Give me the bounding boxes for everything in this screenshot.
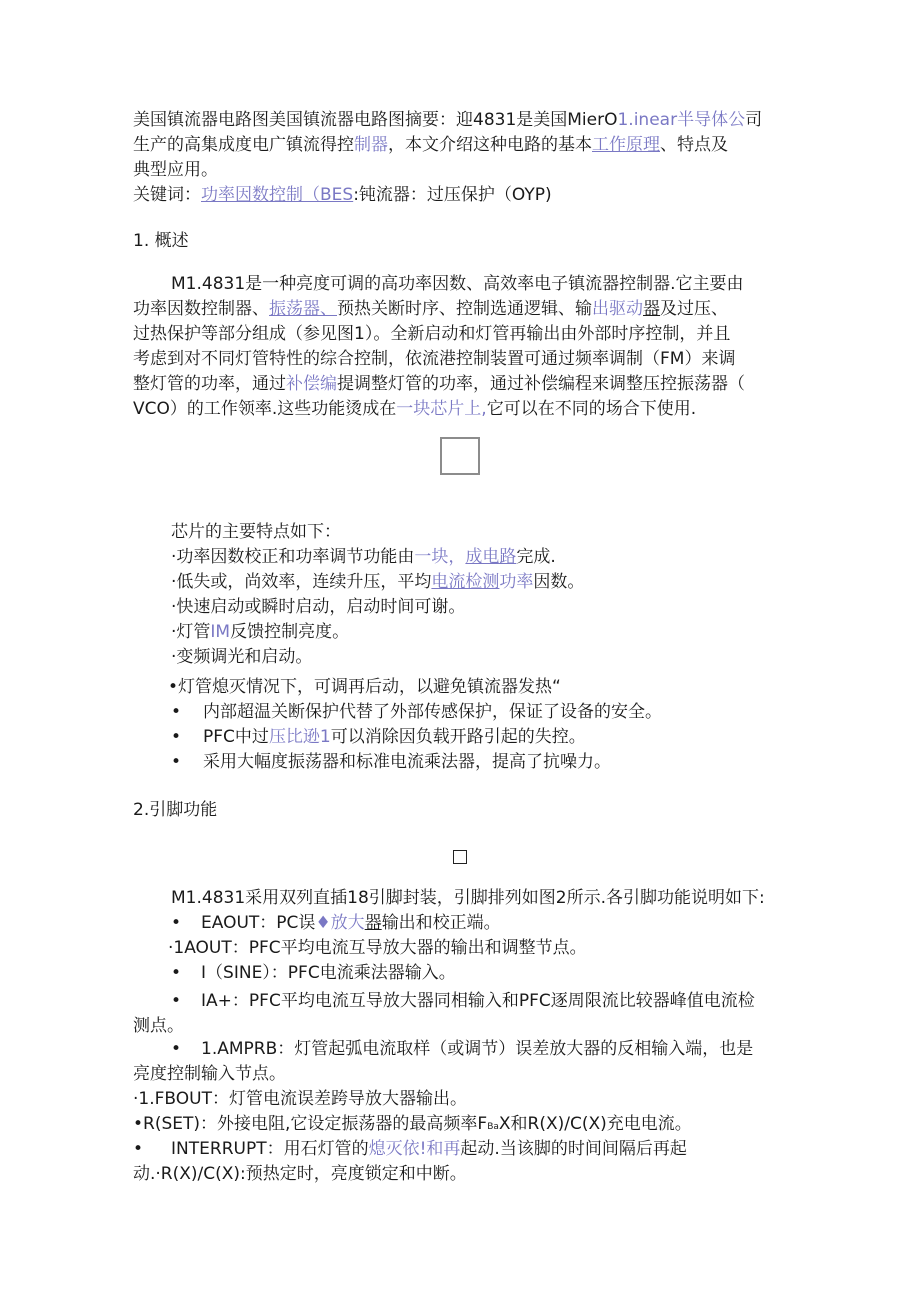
pin-intro: M1.4831采用双列直插18引脚封装，引脚排列如图2所示.各引脚功能说明如下: xyxy=(171,888,765,908)
overview-line-1: M1.4831是一种亮度可调的高功率因数、高效率电子镇流器控制器.它主要由 xyxy=(171,274,744,294)
link-compensation[interactable]: 补偿编 xyxy=(286,374,337,394)
section-1-heading: 1. 概述 xyxy=(133,231,189,251)
link-overvoltage-comparator[interactable]: 压比逊1 xyxy=(268,727,331,747)
overview-line-2: 功率因数控制器、振荡器、预热关断时序、控制选通逻辑、输出驱动器及过压、 xyxy=(133,299,728,319)
feature-item-5: ·变频调光和启动。 xyxy=(171,647,313,667)
overview-line-3: 过热保护等部分组成（参见图1）。全新启动和灯管再输出由外部时序控制，并且 xyxy=(133,324,731,344)
figure-1-placeholder xyxy=(440,437,480,475)
pin-iaout: ·1AOUT：PFC平均电流互导放大器的输出和调整节点。 xyxy=(168,938,587,958)
feature-item-3: ·快速启动或瞬时启动，启动时间可谢。 xyxy=(171,597,466,617)
feature-item-7: • 内部超温关断保护代替了外部传感保护，保证了设备的安全。 xyxy=(171,702,663,722)
link-one-block[interactable]: 一块， xyxy=(414,547,466,567)
link-working-principle[interactable]: 工作原理 xyxy=(592,135,660,155)
link-current-detection[interactable]: 电流检测 xyxy=(431,572,500,592)
overview-line-6: VCO）的工作领率.这些功能烫成在一块芯片上,它可以在不同的场合下使用. xyxy=(133,399,697,419)
keywords-line: 关键词：功率因数控制（BES:钝流器：过压保护（OYP) xyxy=(133,185,552,205)
feature-item-1: ·功率因数校正和功率调节功能由一块，成电路完成. xyxy=(171,547,556,567)
pin-ia-plus-cont: 测点。 xyxy=(133,1016,184,1036)
link-pfc-control[interactable]: 功率因数控制（BES xyxy=(201,185,354,205)
pin-interrupt: • INTERRUPT：用石灯管的熄灭依!和再起动.当该脚的时间间隔后再起 xyxy=(133,1139,687,1159)
pin-rset: •R(SET)：外接电阻,它设定振荡器的最高频率FBaX和R(X)/C(X)充电电流。 xyxy=(133,1114,692,1134)
pin-lamprb-cont: 亮度控制输入节点。 xyxy=(133,1064,286,1084)
link-oscillator[interactable]: 振荡器、 xyxy=(269,299,337,319)
abstract-line-1: 美国镇流器电路图美国镇流器电路图摘要：迎4831是美国MierO1.inear半导体公司 xyxy=(133,110,763,130)
link-amplifier[interactable]: ♦放大 xyxy=(315,913,365,933)
link-linear-semiconductor[interactable]: 1.inear半导体公 xyxy=(617,110,746,130)
section-2-heading: 2.引脚功能 xyxy=(133,800,218,820)
feature-item-4: ·灯管IM反馈控制亮度。 xyxy=(171,622,350,642)
pin-isine: • I（SINE）：PFC电流乘法器输入。 xyxy=(171,963,456,983)
link-extinguish-restart[interactable]: 熄灭依!和再 xyxy=(368,1139,461,1159)
overview-line-4: 考虑到对不同灯管特性的综合控制，依流港控制装置可通过频率调制（FM）来调 xyxy=(133,349,736,369)
link-controller[interactable]: 制器 xyxy=(354,135,388,155)
feature-item-8: • PFC中过压比逊1可以消除因负载开路引起的失控。 xyxy=(171,727,586,747)
feature-item-2: ·低失或，尚效率，连续升压，平均电流检测功率因数。 xyxy=(171,572,585,592)
pin-lfbout: ·1.FBOUT：灯管电流误差跨导放大器输出。 xyxy=(133,1089,467,1109)
figure-2-placeholder xyxy=(453,850,467,864)
feature-item-9: • 采用大幅度振荡器和标准电流乘法器，提高了抗噪力。 xyxy=(171,752,612,772)
features-title: 芯片的主要特点如下： xyxy=(171,522,341,542)
overview-line-5: 整灯管的功率，通过补偿编提调整灯管的功率，通过补偿编程来调整压控振荡器（ xyxy=(133,374,745,394)
link-power[interactable]: 功率 xyxy=(499,572,534,592)
abstract-line-3: 典型应用。 xyxy=(133,160,218,180)
pin-ia-plus: • IA+：PFC平均电流互导放大器同相输入和PFC逐周限流比较器峰值电流检 xyxy=(171,991,755,1011)
feature-item-6: •灯管熄灭情况下，可调再后动，以避免镇流器发热“ xyxy=(168,677,561,697)
pin-interrupt-cont: 动.·R(X)∕C(X):预热定时，亮度锁定和中断。 xyxy=(133,1164,467,1184)
pin-lamprb: • 1.AMPRB：灯管起弧电流取样（或调节）误差放大器的反相输入端，也是 xyxy=(171,1039,754,1059)
pin-eaout: • EAOUT：PC误♦放大器输出和校正端。 xyxy=(171,913,501,933)
link-im[interactable]: IM xyxy=(210,622,231,642)
link-output-drive[interactable]: 出驱动 xyxy=(592,299,643,319)
abstract-line-2: 生产的高集成度电广镇流得控制器，本文介绍这种电路的基本工作原理、特点及 xyxy=(133,135,728,155)
link-integrated-circuit[interactable]: 成电路 xyxy=(465,547,517,567)
link-single-chip[interactable]: 一块芯片上, xyxy=(396,399,487,419)
